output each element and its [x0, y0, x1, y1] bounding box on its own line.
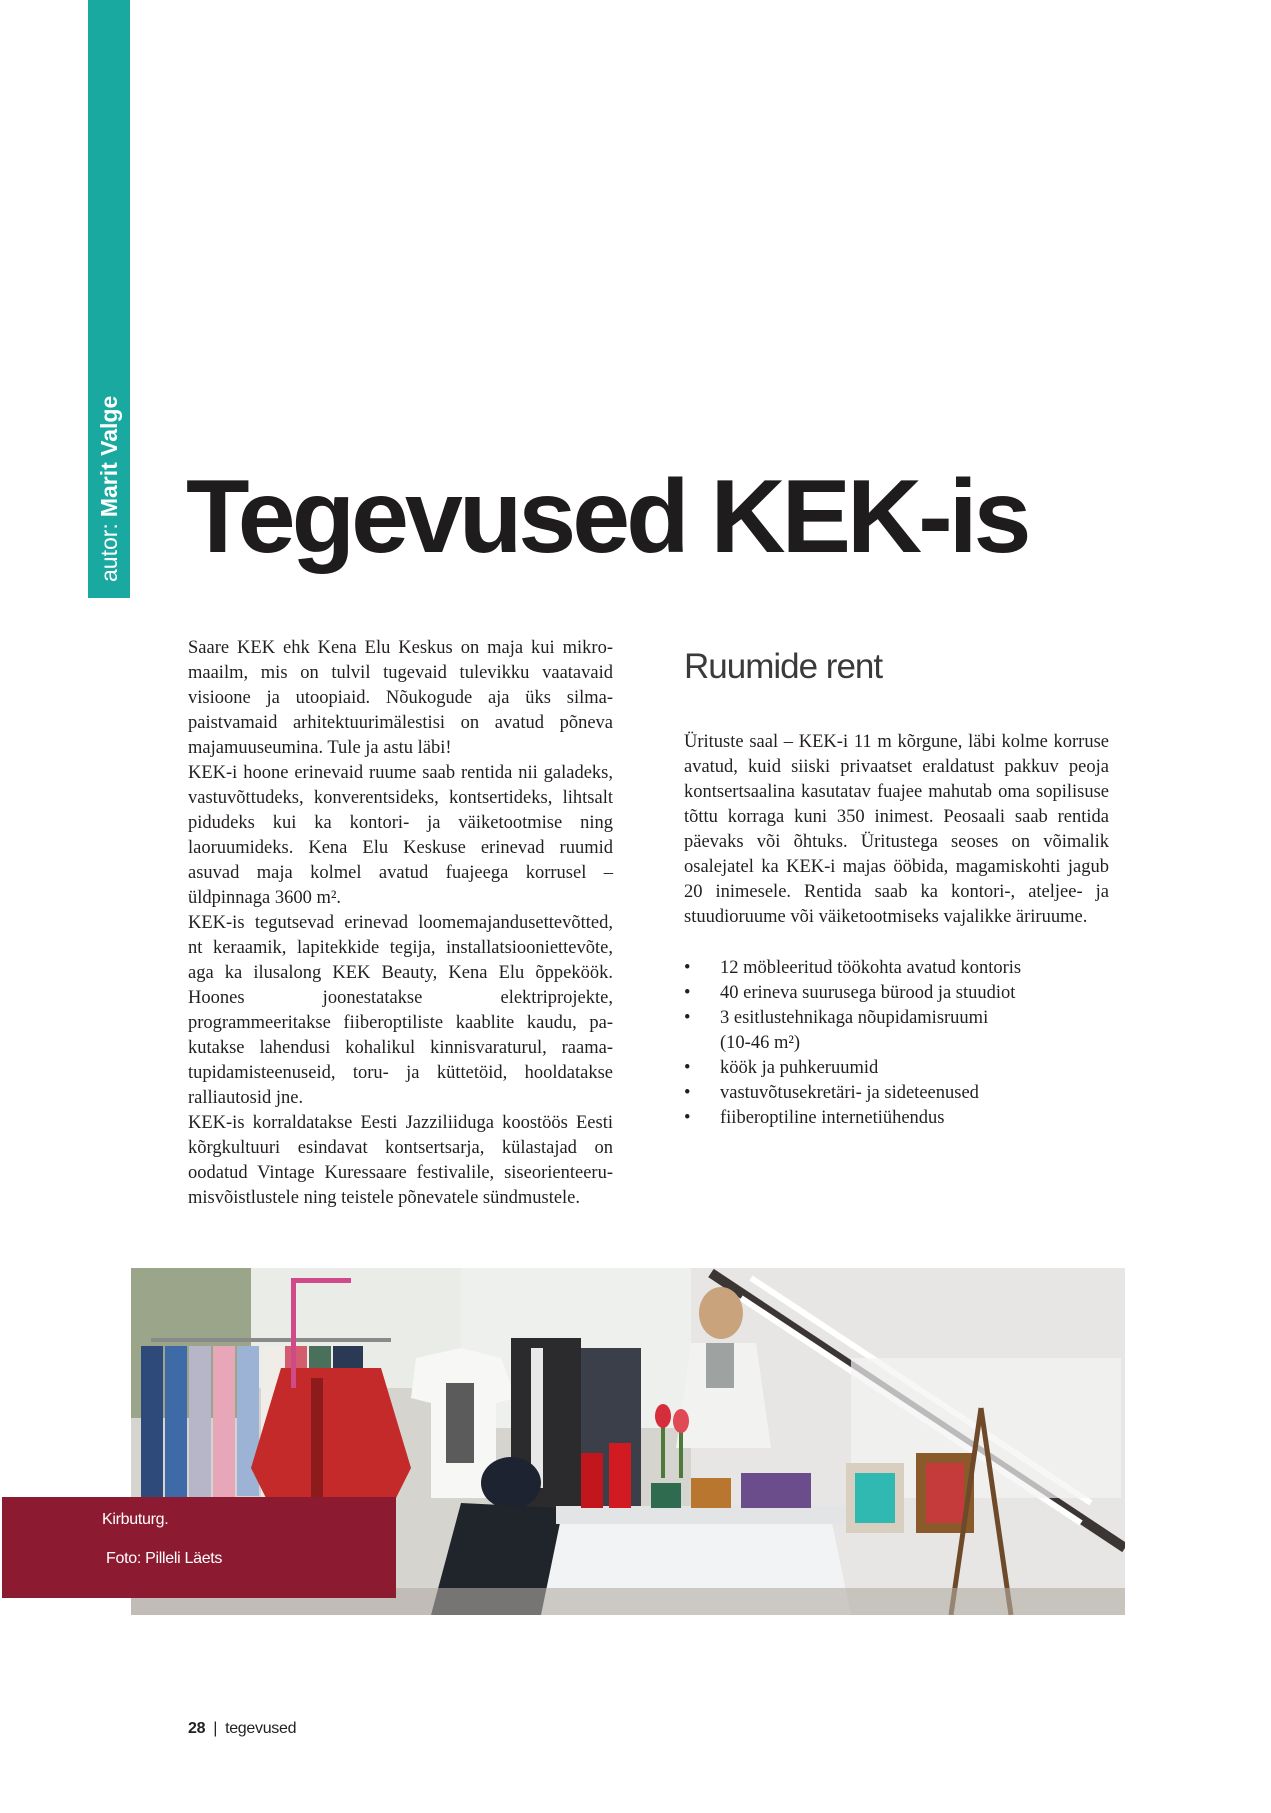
section-name: tegevused [225, 1720, 297, 1737]
article-title: Tegevused KEK-is [186, 459, 1028, 575]
list-item: • fiiberoptiline internetiühendus [684, 1106, 1109, 1131]
paragraph: KEK-is korraldatakse Eesti Jazziliiduga koostöös Eesti kõrgkultuuri esindavat kontsertsarja, külastajad on oodatud Vintage Kuressaare festivalile, siseorienteerumisvõistlustele ning teistele põnevatele sündmustele. [188, 1113, 613, 1208]
list-item: • 40 erineva suurusega bürood ja stuudiot [684, 981, 1109, 1006]
section-lead: Ürituste saal – KEK-i 11 m kõrgune, läbi kolme korruse avatud, kuid siiski privaatset eraldatust pakkuv peoja kontsertsaalina kasutatav fuajee mahutab oma sopilisuse tõttu korraga kuni 350 inimest. Peosaali saab rentida päevaks või õhtuks. Üritustega seoses on võimalik osalejatel ka KEK-i majas ööbida, magamiskohti jagub 20 inimesele. Rentida saab ka kontori-, ateljee- ja stuudioruume või väiketootmiseks vajalikke äriruume. [684, 732, 1109, 927]
caption-text: Kirbuturg. [102, 1511, 169, 1528]
paragraph: Saare KEK ehk Kena Elu Keskus on maja kui mikromaailm, mis on tulvil tugevaid tulevikku vaatavaid visioone ja utoopiaid. Nõukogude aja üks silmapaistvamaid arhitektuurimälestisi on avatud põneva majamuuseumina. Tule ja astu läbi! [188, 638, 613, 758]
author-credit [88, 395, 130, 582]
paragraph: KEK-is tegutsevad erinevad loomemajandusettevõtted, nt keraamik, lapitekkide tegija, installatsiooniettevõte, aga ka ilusalong KEK Beauty, Kena Elu õppeköök. Hoones joonestatakse elektriprojekte, programmeeritakse fiiberoptiliste kaablite kaudu, pakutakse lahendusi kohalikul kinnisvaraturul, raamatupidamisteenuseid, toru- ja küttetöid, hooldatakse ralliautosid jne. [188, 913, 613, 1108]
page-footer [188, 1720, 296, 1738]
author-label: autor: [96, 523, 122, 582]
list-item: • 12 möbleeritud töökohta avatud kontoris [684, 956, 1109, 981]
list-item: • 3 esitlustehnikaga nõupidamisruumi (10-46 m²) [684, 1006, 1109, 1056]
photo-caption [2, 1497, 396, 1598]
left-column [188, 636, 613, 1211]
paragraph: KEK-i hoone erinevaid ruume saab rentida nii galadeks, vastuvõttudeks, konverentsideks, kontsertideks, lihtsalt pidudeks kui ka kontori- ja väiketootmise ning laoruumideks. Kena Elu Keskuse erinevad ruumid asuvad maja kolmel avatud fuajeega korrusel – üldpinnaga 3600 m². [188, 763, 613, 908]
photo-credit: Foto: Pilleli Läets [106, 1550, 223, 1567]
amenities-list [684, 956, 1109, 1131]
list-item-sub: (10-46 m²) [720, 1033, 801, 1053]
author-name: Marit Valge [96, 395, 122, 518]
page-number: 28 [188, 1720, 206, 1737]
list-item: • köök ja puhkeruumid [684, 1056, 1109, 1081]
list-item: • vastuvõtusekretäri- ja sideteenused [684, 1081, 1109, 1106]
footer-separator: | [213, 1720, 218, 1737]
section-heading: Ruumide rent [684, 647, 883, 686]
right-column [684, 644, 1109, 1131]
